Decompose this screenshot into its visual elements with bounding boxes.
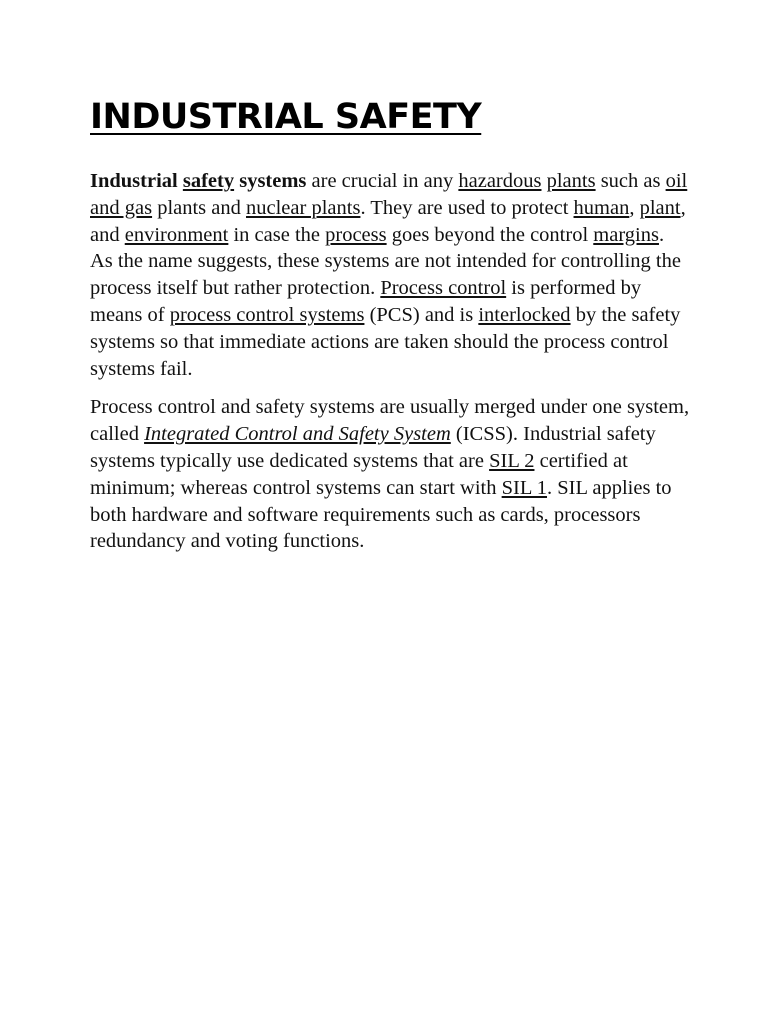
hyperlink-text: hazardous bbox=[458, 170, 542, 192]
text-run: , and bbox=[90, 196, 686, 246]
text-run: are crucial in any bbox=[306, 170, 459, 192]
text-run: Industrial bbox=[90, 170, 178, 192]
text-run: systems bbox=[239, 170, 307, 192]
text-run: in case the bbox=[228, 223, 326, 246]
hyperlink-text: Integrated Control and Safety System bbox=[144, 423, 451, 446]
hyperlink-text: process control systems bbox=[169, 303, 365, 326]
text-run: certified at minimum; whereas control systems can start with bbox=[90, 449, 628, 499]
text-run: such as bbox=[595, 170, 666, 192]
paragraph-1 bbox=[90, 168, 690, 382]
hyperlink-text: interlocked bbox=[478, 303, 571, 326]
document-page bbox=[90, 96, 690, 555]
text-run: . SIL applies to both hardware and software requirements such as cards, processors redundancy and voting functions. bbox=[90, 476, 672, 553]
hyperlink-text: oil and gas bbox=[90, 170, 688, 219]
hyperlink-text: plants bbox=[546, 170, 596, 192]
hyperlink-text: SIL 1 bbox=[501, 476, 548, 499]
text-run: is performed by means of bbox=[90, 277, 642, 326]
text-run: Process control and safety systems are usually merged under one system, called bbox=[90, 396, 690, 446]
hyperlink-text: SIL 2 bbox=[489, 449, 535, 472]
text-run: . They are used to protect bbox=[360, 196, 574, 219]
hyperlink-text: nuclear plants bbox=[246, 196, 361, 219]
hyperlink-text: process bbox=[325, 223, 387, 246]
hyperlink-text: safety bbox=[182, 170, 235, 192]
document-title: INDUSTRIAL SAFETY bbox=[90, 97, 482, 137]
text-run: goes beyond the control bbox=[386, 223, 594, 246]
hyperlink-text: plant bbox=[639, 196, 681, 219]
paragraph-2 bbox=[90, 394, 690, 555]
hyperlink-text: margins bbox=[593, 223, 659, 246]
text-run: by the safety systems so that immediate actions are taken should the process control systems fail. bbox=[90, 303, 681, 380]
text-run: plants and bbox=[152, 196, 247, 219]
hyperlink-text: human bbox=[573, 196, 630, 219]
text-run: . As the name suggests, these systems are not intended for controlling the process itself but rather protection. bbox=[90, 223, 681, 300]
text-run: , bbox=[629, 196, 640, 219]
text-run: (PCS) and is bbox=[364, 303, 479, 326]
text-run: (ICSS). Industrial safety systems typically use dedicated systems that are bbox=[90, 423, 656, 472]
hyperlink-text: environment bbox=[124, 223, 229, 246]
hyperlink-text: Process control bbox=[380, 277, 507, 300]
